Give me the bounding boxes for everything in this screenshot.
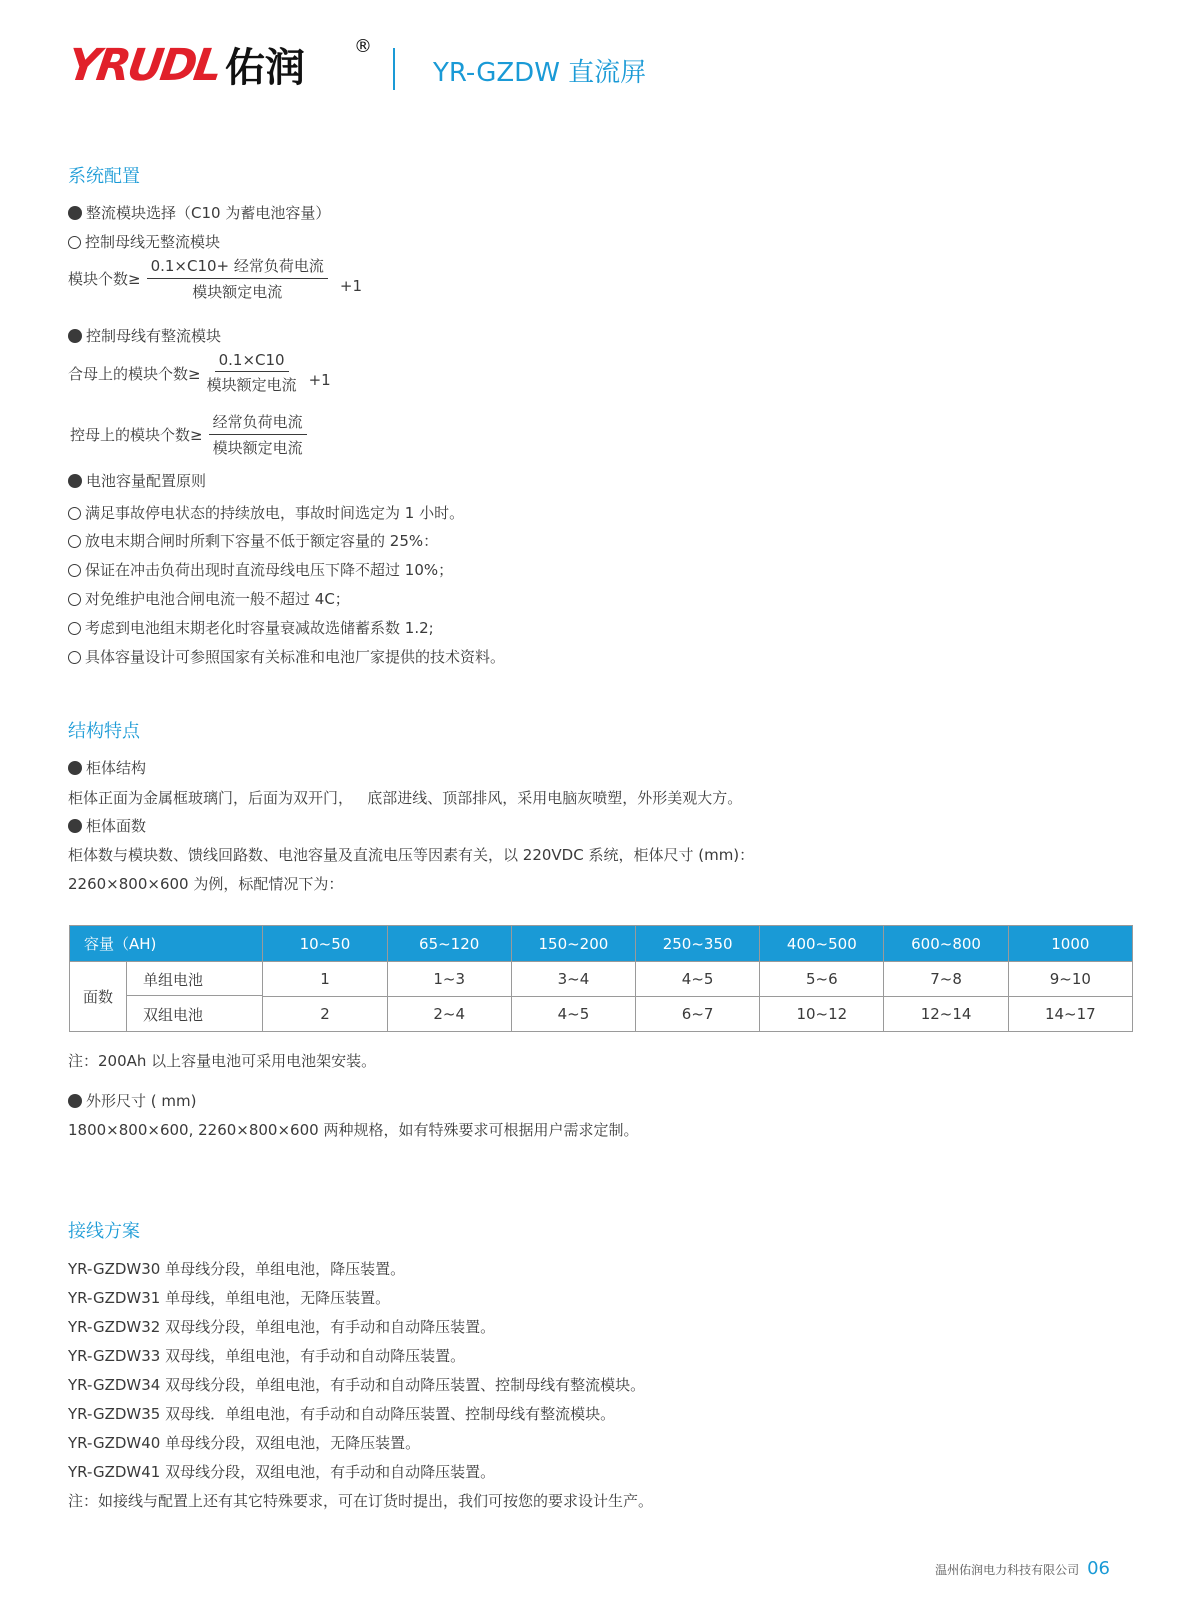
table-note: 注：200Ah 以上容量电池可采用电池架安装。 — [68, 1052, 377, 1070]
table-header-cell: 600~800 — [884, 926, 1008, 962]
fraction-numerator: 0.1×C10+ 经常负荷电流 — [147, 255, 328, 279]
brand-logo — [64, 40, 306, 91]
wiring-item: YR-GZDW41 双母线分段，双组电池，有手动和自动降压装置。 — [68, 1463, 496, 1481]
table-cell: 7~8 — [884, 962, 1008, 997]
principle-text: 放电末期合闸时所剩下容量不低于额定容量的 25%： — [85, 532, 439, 550]
wiring-item: YR-GZDW31 单母线，单组电池，无降压装置。 — [68, 1289, 391, 1307]
fraction-denominator: 模块额定电流 — [206, 376, 297, 394]
formula-plus: +1 — [339, 276, 363, 295]
table-cell: 14~17 — [1008, 997, 1132, 1032]
principle-item — [68, 646, 505, 667]
bullet-text: 外形尺寸 ( mm) — [86, 1092, 197, 1110]
group-label-text: 面数 — [82, 988, 113, 1006]
filled-bullet-icon — [68, 761, 82, 775]
page-title: YR-GZDW 直流屏 — [433, 58, 647, 88]
formula-lhs: 控母上的模块个数≥ — [70, 426, 203, 444]
formula-lhs: 合母上的模块个数≥ — [68, 364, 201, 383]
table-cell: 3~4 — [511, 962, 635, 997]
logo-chinese-text: 佑润 — [225, 45, 306, 91]
table-header-cell: 150~200 — [511, 926, 635, 962]
table-cell: 10~12 — [760, 997, 884, 1032]
formula-plus: +1 — [308, 371, 331, 389]
table-inner-divider — [126, 961, 127, 1031]
formula-combined-bus — [68, 351, 331, 395]
principle-text: 保证在冲击负荷出现时直流母线电压下降不超过 10%； — [85, 561, 454, 579]
fraction-numerator: 经常负荷电流 — [209, 411, 307, 435]
table-header-cell: 容量（AH) — [70, 926, 263, 962]
filled-bullet-icon — [68, 819, 82, 833]
formula-lhs: 模块个数≥ — [68, 270, 141, 288]
formula-fraction — [207, 351, 297, 395]
table-cell: 2~4 — [387, 997, 511, 1032]
paragraph-text: 柜体数与模块数、馈线回路数、电池容量及直流电压等因素有关，以 220VDC 系统，柜体尺寸 (mm)： — [68, 846, 755, 864]
bullet-item — [68, 470, 206, 491]
table-row — [70, 962, 1133, 997]
footer-company: 温州佑润电力科技有限公司 — [935, 1563, 1080, 1577]
filled-bullet-icon — [68, 329, 82, 343]
bullet-item — [68, 757, 146, 778]
bullet-text: 控制母线有整流模块 — [86, 327, 222, 345]
hollow-bullet-icon — [68, 236, 81, 249]
formula-fraction — [209, 411, 307, 458]
bullet-item — [68, 815, 146, 836]
table-header-cell: 10~50 — [263, 926, 387, 962]
fraction-numerator: 0.1×C10 — [215, 351, 289, 372]
principle-text: 对免维护电池合闸电流一般不超过 4C； — [85, 590, 350, 608]
table-header-cell: 65~120 — [387, 926, 511, 962]
table-cell: 6~7 — [636, 997, 760, 1032]
section-heading-wiring: 接线方案 — [68, 1221, 140, 1242]
table-inner-divider — [127, 995, 263, 996]
hollow-bullet-icon — [68, 651, 81, 664]
bullet-item — [68, 202, 330, 223]
table-header-row — [70, 926, 1133, 962]
table-cell: 1 — [263, 962, 387, 997]
table-cell: 4~5 — [636, 962, 760, 997]
bullet-item — [68, 1090, 196, 1111]
paragraph-text: 1800×800×600, 2260×800×600 两种规格，如有特殊要求可根据用户需求定制。 — [68, 1121, 639, 1139]
wiring-item: YR-GZDW33 双母线，单组电池，有手动和自动降压装置。 — [68, 1347, 466, 1365]
table-cell: 9~10 — [1008, 962, 1132, 997]
sub-item — [68, 231, 220, 252]
hollow-bullet-icon — [68, 535, 81, 548]
cabinet-count-table — [69, 925, 1133, 1032]
bullet-text: 柜体面数 — [86, 817, 147, 835]
fraction-denominator: 模块额定电流 — [192, 283, 283, 301]
wiring-note: 注：如接线与配置上还有其它特殊要求，可在订货时提出，我们可按您的要求设计生产。 — [68, 1492, 654, 1510]
table-cell: 12~14 — [884, 997, 1008, 1032]
table-cell: 2 — [263, 997, 387, 1032]
principle-item — [68, 530, 438, 551]
principle-text: 具体容量设计可参照国家有关标准和电池厂家提供的技术资料。 — [85, 648, 506, 666]
bullet-text: 整流模块选择（C10 为蓄电池容量） — [86, 204, 331, 222]
table-header-cell: 250~350 — [636, 926, 760, 962]
principle-item — [68, 617, 434, 638]
filled-bullet-icon — [68, 474, 82, 488]
principle-text: 考虑到电池组末期老化时容量衰减故选储蓄系数 1.2; — [85, 619, 434, 637]
hollow-bullet-icon — [68, 507, 81, 520]
paragraph-text: 2260×800×600 为例，标配情况下为： — [68, 875, 344, 893]
table-header-cell: 400~500 — [760, 926, 884, 962]
table-cell: 5~6 — [760, 962, 884, 997]
formula-module-count — [68, 255, 362, 302]
wiring-item: YR-GZDW32 双母线分段，单组电池，有手动和自动降压装置。 — [68, 1318, 496, 1336]
section-heading-system-config: 系统配置 — [68, 166, 140, 187]
formula-control-bus — [70, 411, 313, 458]
wiring-item: YR-GZDW34 双母线分段，单组电池，有手动和自动降压装置、控制母线有整流模块。 — [68, 1376, 646, 1394]
table-cell: 1~3 — [387, 962, 511, 997]
table-cell: 4~5 — [511, 997, 635, 1032]
wiring-item: YR-GZDW40 单母线分段，双组电池，无降压装置。 — [68, 1434, 421, 1452]
row-label-double: 双组电池 — [143, 1006, 204, 1024]
principle-item — [68, 588, 350, 609]
bullet-text: 电池容量配置原则 — [86, 472, 207, 490]
wiring-item: YR-GZDW30 单母线分段，单组电池，降压装置。 — [68, 1260, 406, 1278]
principle-item — [68, 559, 453, 580]
filled-bullet-icon — [68, 206, 82, 220]
formula-fraction — [147, 255, 328, 302]
header-divider — [393, 48, 395, 90]
filled-bullet-icon — [68, 1094, 82, 1108]
registered-mark: ® — [354, 36, 372, 57]
sub-item-text: 控制母线无整流模块 — [85, 233, 221, 251]
principle-item — [68, 502, 464, 523]
page-footer — [935, 1558, 1110, 1579]
paragraph-text: 柜体正面为金属框玻璃门，后面为双开门， 底部进线、顶部排风，采用电脑灰喷塑，外形美观大方。 — [68, 789, 743, 807]
fraction-denominator: 模块额定电流 — [212, 439, 303, 457]
bullet-text: 柜体结构 — [86, 759, 147, 777]
page-number: 06 — [1087, 1558, 1110, 1579]
bullet-item — [68, 325, 221, 346]
wiring-item: YR-GZDW35 双母线．单组电池，有手动和自动降压装置、控制母线有整流模块。 — [68, 1405, 616, 1423]
logo-latin-text: YRUDL — [64, 40, 223, 91]
section-heading-structure: 结构特点 — [68, 721, 140, 742]
principle-text: 满足事故停电状态的持续放电，事故时间选定为 1 小时。 — [85, 504, 465, 522]
table-header-cell: 1000 — [1008, 926, 1132, 962]
row-label-single: 单组电池 — [143, 971, 204, 989]
hollow-bullet-icon — [68, 593, 81, 606]
hollow-bullet-icon — [68, 564, 81, 577]
hollow-bullet-icon — [68, 622, 81, 635]
